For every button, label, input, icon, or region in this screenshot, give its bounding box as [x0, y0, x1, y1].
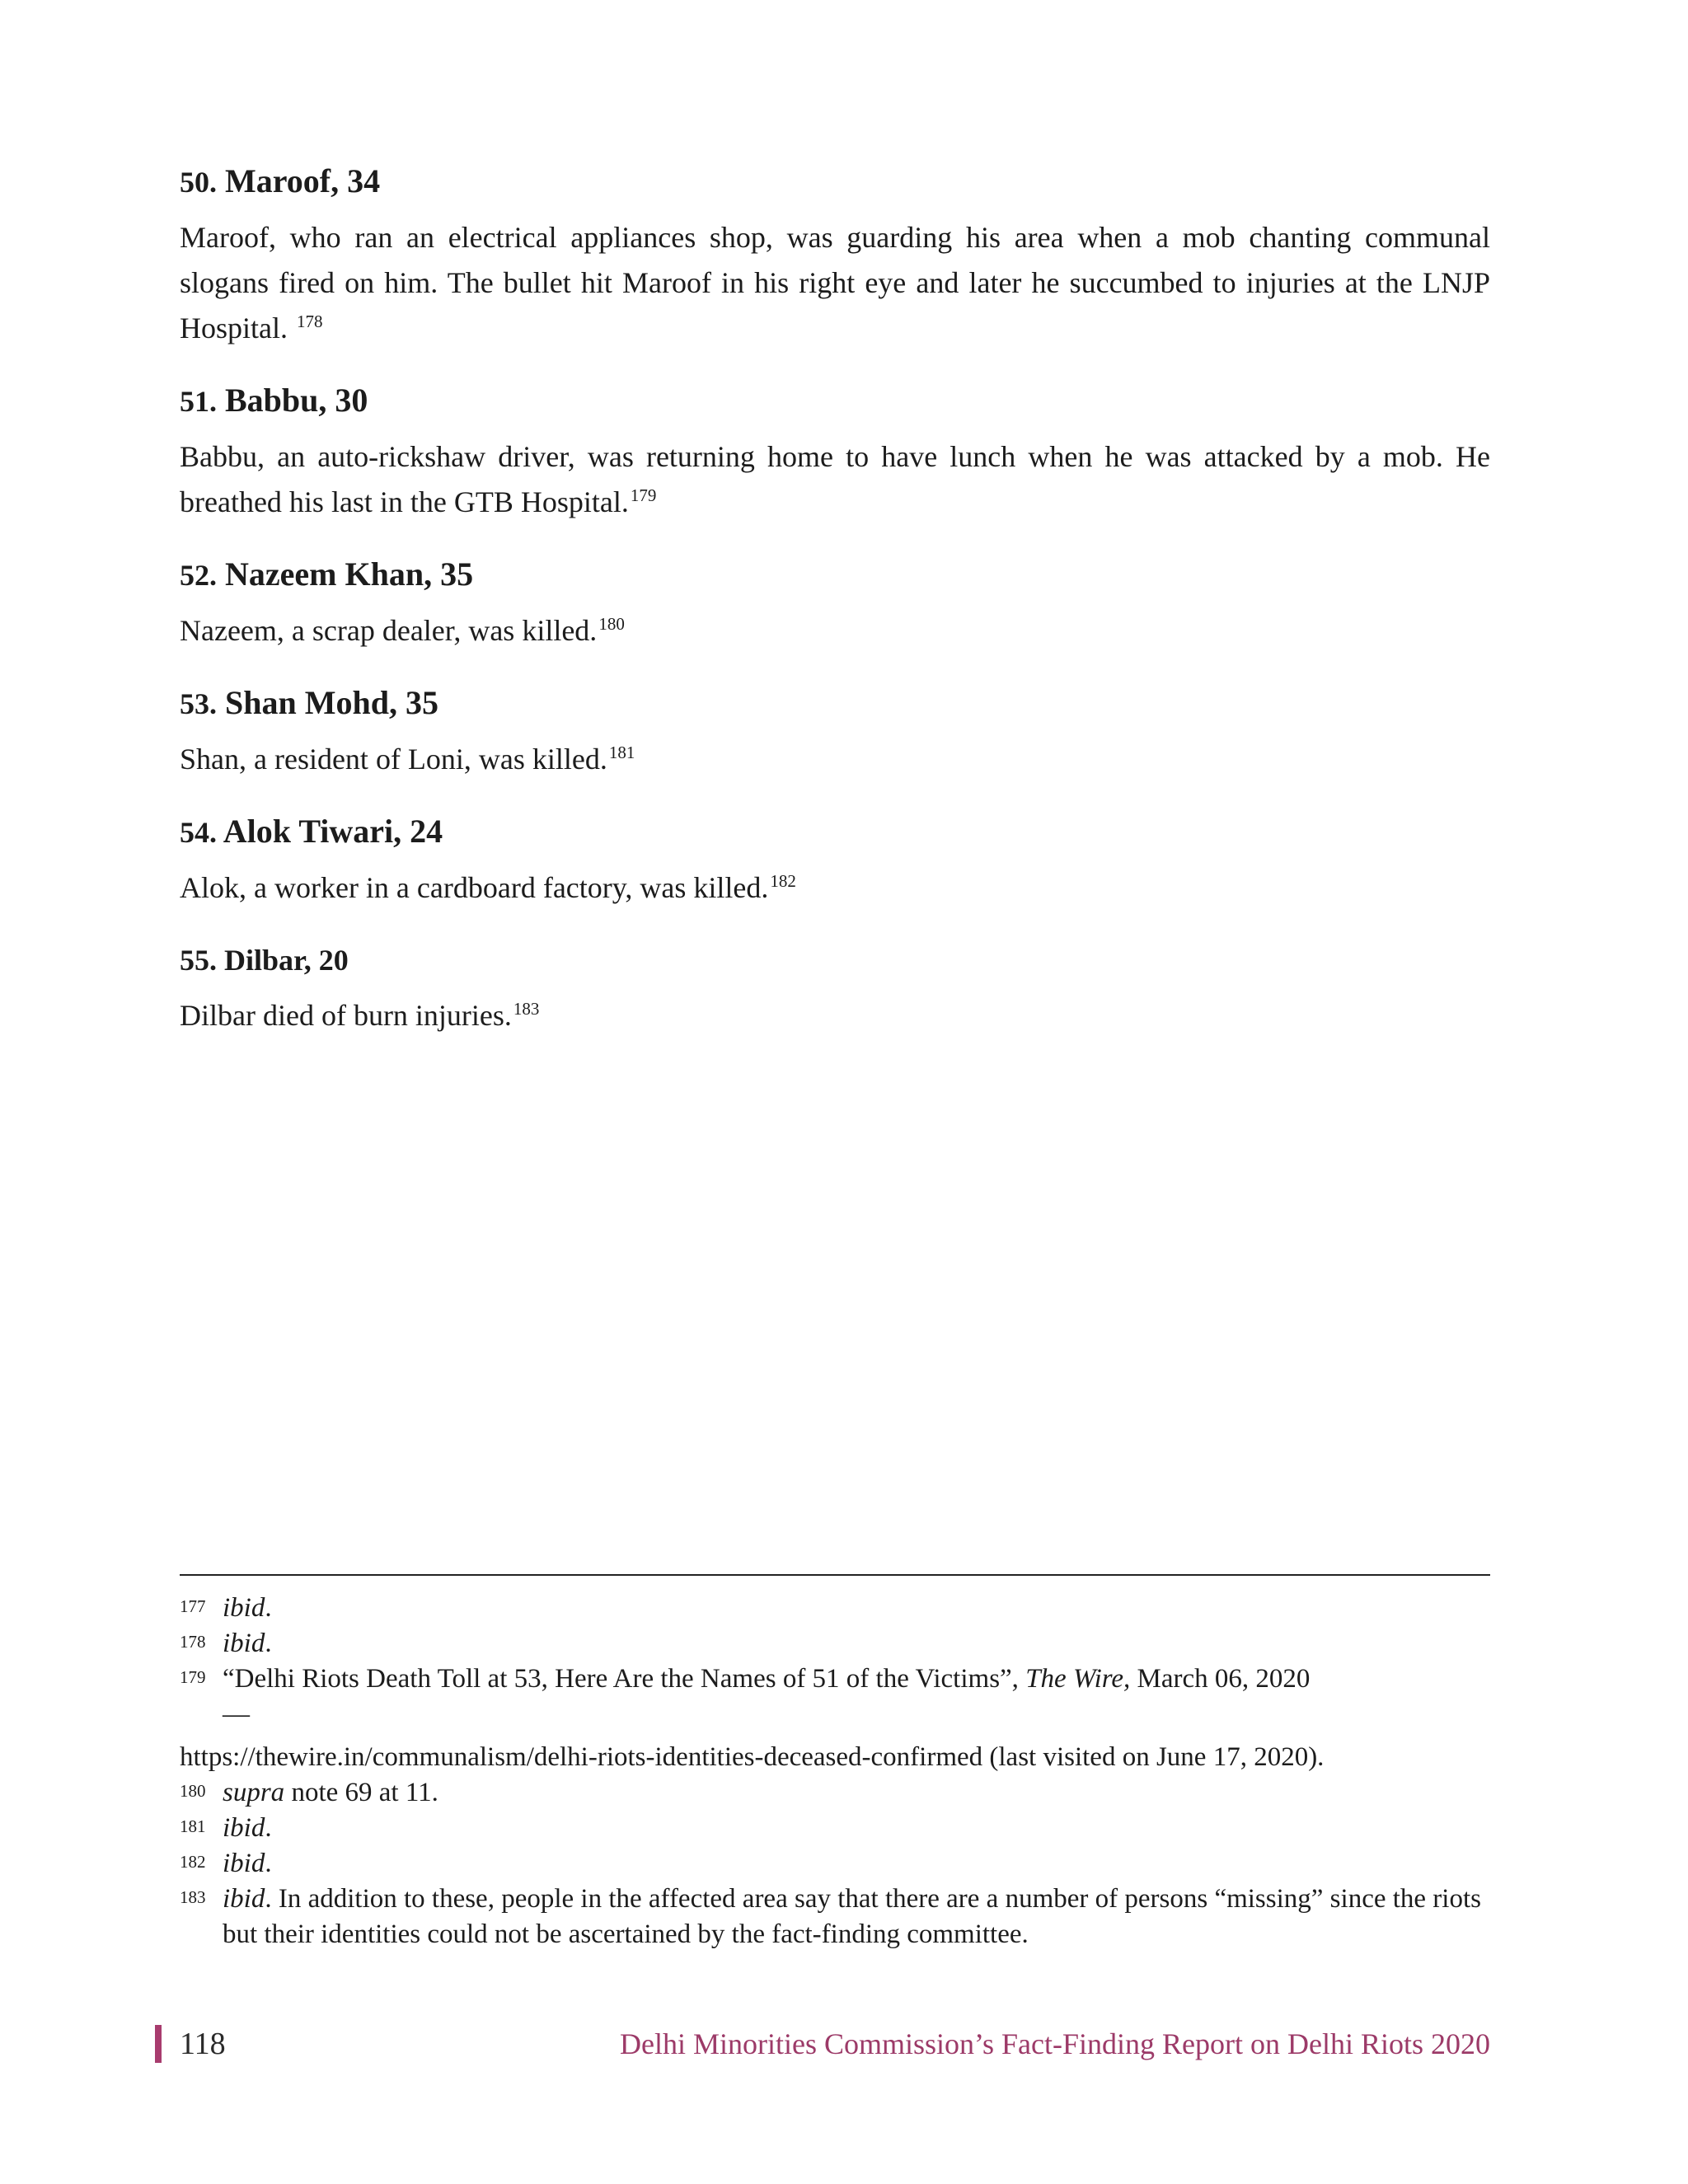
victim-entry [180, 550, 1490, 654]
page-number: 118 [180, 2027, 226, 2061]
entry-heading [180, 807, 1490, 857]
entry-heading [180, 935, 1490, 985]
footnote-text: . [265, 1849, 272, 1878]
entry-number: 55. [180, 944, 217, 977]
victim-entry [180, 678, 1490, 782]
victim-entry [180, 376, 1490, 525]
footnote-179-dash [180, 1697, 1490, 1732]
footnote-italic: ibid [223, 1884, 265, 1914]
entry-text [180, 215, 1490, 351]
footnote-dash: — [223, 1699, 250, 1729]
footnote-italic: ibid [223, 1849, 265, 1878]
entry-body-text: Babbu, an auto-rickshaw driver, was returning home to have lunch when he was attacked by a mob. He breathed his last in the GTB Hospital. [180, 440, 1490, 518]
entry-number: 51. [180, 385, 217, 418]
footnote-italic: ibid [223, 1629, 265, 1658]
footnote-italic: supra [223, 1778, 285, 1807]
entry-text [180, 608, 1490, 654]
entry-name: Dilbar, 20 [224, 944, 349, 977]
footnotes [180, 1591, 1490, 1952]
footnote-177 [180, 1591, 1490, 1626]
footnote-number: 179 [180, 1667, 206, 1687]
entry-heading [180, 678, 1490, 729]
footnote-ref[interactable]: 180 [598, 614, 625, 634]
entry-name: Shan Mohd, 35 [225, 684, 438, 721]
footnote-article-title: “Delhi Riots Death Toll at 53, Here Are the Names of 51 of the Victims”, [223, 1664, 1019, 1694]
footnote-date: March 06, 2020 [1137, 1664, 1311, 1694]
entry-text [180, 737, 1490, 782]
footnote-ref[interactable]: 179 [630, 485, 657, 505]
entry-heading [180, 376, 1490, 426]
footnote-text: . [265, 1629, 272, 1658]
entry-name: Nazeem Khan, 35 [225, 555, 474, 593]
entry-number: 52. [180, 559, 217, 592]
main-content [180, 157, 1490, 1063]
footnote-number: 177 [180, 1596, 206, 1616]
footnote-ref[interactable]: 183 [513, 999, 540, 1019]
footnote-number: 180 [180, 1781, 206, 1801]
footnote-italic: ibid [223, 1593, 265, 1623]
entry-name: Maroof, 34 [225, 162, 381, 199]
running-title: Delhi Minorities Commission’s Fact-Finding Report on Delhi Riots 2020 [619, 2027, 1490, 2060]
victim-entry [180, 935, 1490, 1038]
entry-text [180, 434, 1490, 525]
footnote-183 [180, 1882, 1490, 1952]
footnote-number: 178 [180, 1632, 206, 1652]
entry-text [180, 865, 1490, 911]
footnote-separator [180, 1574, 1490, 1576]
footnote-number: 183 [180, 1887, 206, 1907]
footnote-ref[interactable]: 181 [608, 743, 635, 762]
entry-body-text: Alok, a worker in a cardboard factory, was killed. [180, 871, 769, 904]
footnote-178 [180, 1626, 1490, 1661]
footer-accent-bar [155, 2025, 162, 2063]
entry-text [180, 993, 1490, 1038]
footnote-182 [180, 1846, 1490, 1882]
footnote-ref[interactable]: 178 [297, 312, 323, 331]
footnote-italic: ibid [223, 1813, 265, 1843]
footnote-179 [180, 1661, 1490, 1697]
entry-body-text: Dilbar died of burn injuries. [180, 999, 512, 1032]
footnote-179-url [180, 1740, 1490, 1775]
footnote-text: . [265, 1813, 272, 1843]
footnote-number: 182 [180, 1852, 206, 1872]
footnote-url-link[interactable]: https://thewire.in/communalism/delhi-riots-identities-deceased-confirmed (last visited on June 17, 2020). [180, 1742, 1325, 1772]
footnote-text: . [265, 1593, 272, 1623]
entry-number: 53. [180, 687, 217, 720]
entry-heading [180, 157, 1490, 207]
entry-number: 54. [180, 816, 217, 849]
entry-name: Babbu, 30 [225, 382, 368, 419]
entry-number: 50. [180, 166, 217, 199]
entry-body-text: Nazeem, a scrap dealer, was killed. [180, 614, 598, 647]
footnote-180 [180, 1775, 1490, 1811]
footnote-ref[interactable]: 182 [770, 871, 796, 891]
entry-body-text: Shan, a resident of Loni, was killed. [180, 743, 607, 776]
victim-entry [180, 157, 1490, 351]
footnote-text: . In addition to these, people in the affected area say that there are a number of persons “missing” since the riots but their identities could not be ascertained by the fact-finding committee. [223, 1884, 1481, 1949]
entry-heading [180, 550, 1490, 600]
footnote-181 [180, 1811, 1490, 1846]
footnote-publication: The Wire, [1025, 1664, 1131, 1694]
footnote-number: 181 [180, 1816, 206, 1836]
victim-entry [180, 807, 1490, 911]
footnote-text: note 69 at 11. [291, 1778, 438, 1807]
entry-name: Alok Tiwari, 24 [223, 813, 443, 850]
page-footer [155, 2023, 1490, 2064]
entry-body-text: Maroof, who ran an electrical appliances shop, was guarding his area when a mob chanting communal slogans fired on him. The bullet hit Maroof in his right eye and later he succumbed to injuries at the LNJP Hospital. [180, 221, 1490, 344]
